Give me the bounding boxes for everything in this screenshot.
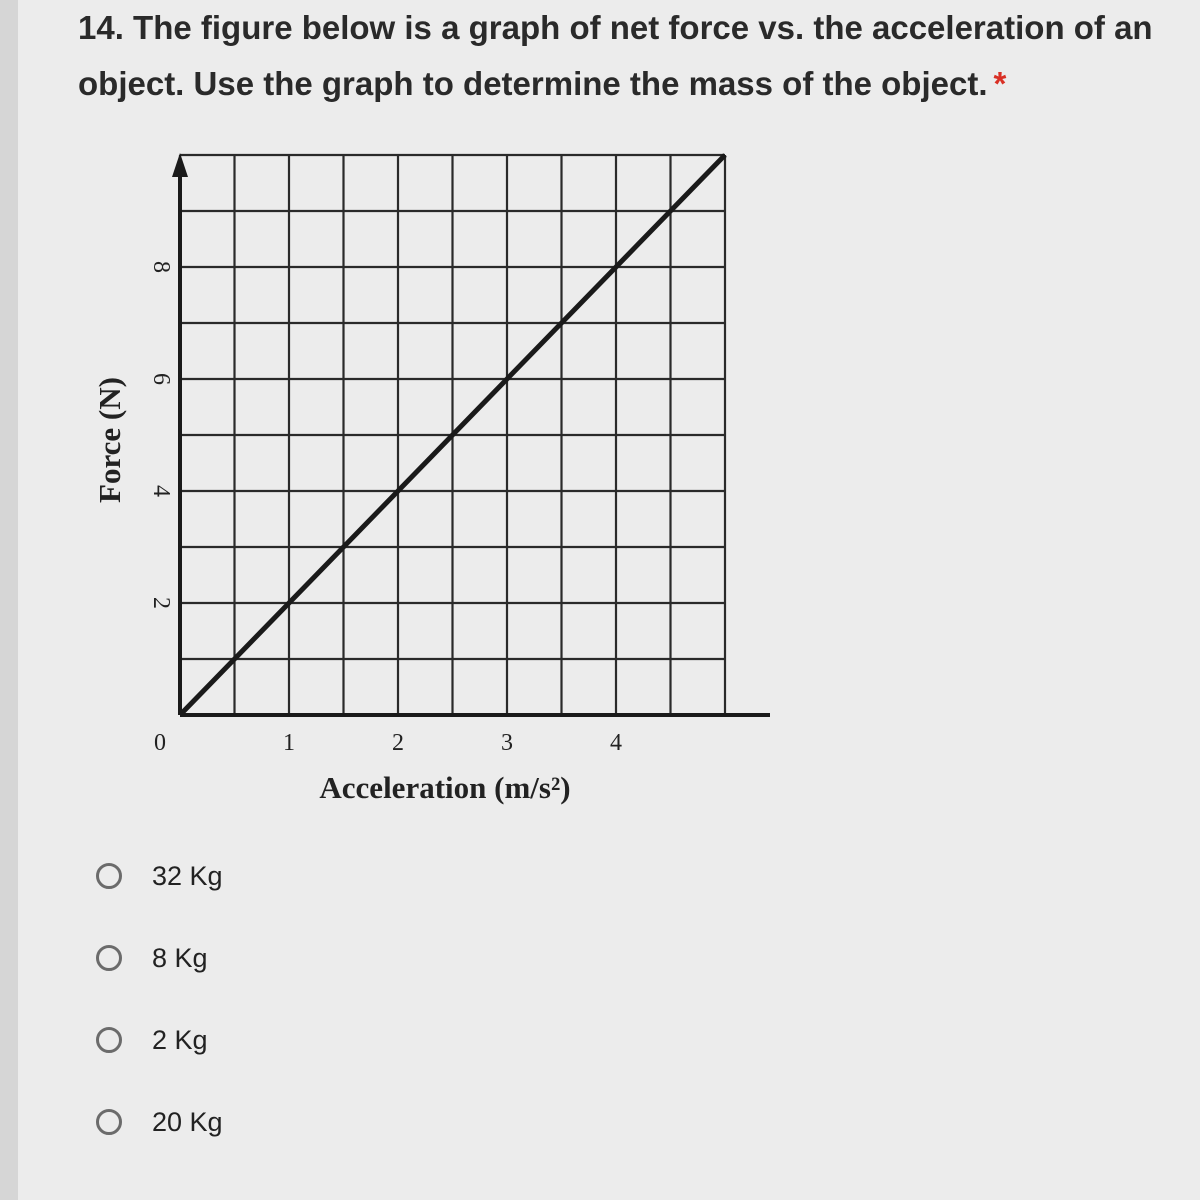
x-tick-label: 1 [283, 730, 295, 756]
x-tick-label: 3 [501, 730, 513, 756]
radio-button-icon[interactable] [96, 1109, 122, 1135]
answer-options [96, 835, 696, 1163]
option-label: 8 Kg [152, 942, 208, 973]
x-axis-label: Acceleration (m/s²) [319, 770, 571, 805]
force-acceleration-chart [70, 140, 770, 840]
y-tick-label: 8 [148, 261, 174, 273]
y-axis-label: Force (N) [92, 377, 127, 503]
radio-button-icon[interactable] [96, 945, 122, 971]
option-label: 20 Kg [152, 1106, 223, 1137]
x-tick-label: 0 [154, 730, 166, 756]
option-1[interactable] [96, 917, 696, 999]
y-tick-label: 6 [148, 373, 174, 385]
option-label: 2 Kg [152, 1024, 208, 1055]
x-tick-label: 4 [610, 730, 622, 756]
y-tick-label: 4 [148, 485, 174, 497]
form-accent-bar [0, 0, 18, 1200]
required-marker: * [993, 65, 1007, 102]
radio-button-icon[interactable] [96, 1027, 122, 1053]
option-2[interactable] [96, 999, 696, 1081]
y-axis-arrow-icon [172, 153, 188, 177]
question-text: 14. The figure below is a graph of net force vs. the acceleration of an object. Use the graph to determine the mass of the object. [78, 9, 1153, 102]
question-title [78, 0, 1168, 112]
option-label: 32 Kg [152, 860, 223, 891]
y-tick-label: 2 [148, 597, 174, 609]
option-0[interactable] [96, 835, 696, 917]
radio-button-icon[interactable] [96, 863, 122, 889]
x-tick-label: 2 [392, 730, 404, 756]
option-3[interactable] [96, 1081, 696, 1163]
chart-svg [70, 140, 770, 840]
